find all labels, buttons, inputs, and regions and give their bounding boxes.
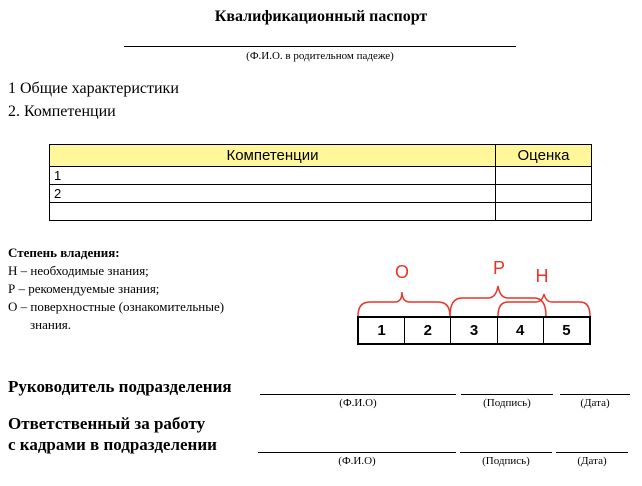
- head-date-caption: (Дата): [580, 397, 610, 409]
- table-cell-competency[interactable]: [50, 203, 496, 221]
- competencies-table: [49, 144, 592, 221]
- fio-caption: (Ф.И.О. в родительном падеже): [246, 50, 394, 62]
- hr-label-line2: с кадрами в подразделении: [8, 435, 217, 454]
- scale-cell-1: 1: [359, 318, 405, 343]
- legend-item-o-cont: знания.: [30, 317, 72, 332]
- legend-heading: Степень владения:: [8, 245, 120, 260]
- hr-signature-line[interactable]: [460, 452, 552, 453]
- fio-underline: [124, 46, 516, 47]
- hr-label-line1: Ответственный за работу: [8, 414, 206, 433]
- legend-item-n: Н – необходимые знания;: [8, 263, 149, 278]
- head-of-department-label: Руководитель подразделения: [8, 377, 232, 396]
- head-date-line[interactable]: [560, 394, 630, 395]
- table-cell-score[interactable]: [496, 167, 592, 185]
- hr-fio-caption: (Ф.И.О): [338, 455, 376, 467]
- letter-p: Р: [492, 258, 506, 278]
- table-cell-score[interactable]: [496, 203, 592, 221]
- legend-item-o: О – поверхностные (ознакомительные): [8, 299, 225, 314]
- table-row: [50, 185, 592, 203]
- scale-cell-2: 2: [405, 318, 451, 343]
- hr-date-line[interactable]: [556, 452, 628, 453]
- proficiency-legend: [8, 244, 224, 334]
- section-competencies: 2. Компетенции: [8, 103, 116, 120]
- scale-cell-4: 4: [498, 318, 544, 343]
- scale-cell-5: 5: [562, 322, 571, 339]
- proficiency-scale: [357, 316, 591, 345]
- table-row: [50, 167, 592, 185]
- header-competencies: Компетенции: [50, 145, 496, 167]
- head-fio-caption: (Ф.И.О): [339, 397, 377, 409]
- section-general: 1 Общие характеристики: [8, 80, 179, 97]
- brace-o: [358, 292, 450, 316]
- table-cell-score[interactable]: [496, 185, 592, 203]
- table-header-row: [50, 145, 592, 167]
- hr-signature-caption: (Подпись): [482, 455, 530, 467]
- head-signature-caption: (Подпись): [483, 397, 531, 409]
- head-signature-line[interactable]: [461, 394, 553, 395]
- hr-responsible-label: [8, 413, 217, 455]
- hr-fio-line[interactable]: [258, 452, 456, 453]
- table-cell-competency[interactable]: 2: [50, 185, 496, 203]
- page-title: Квалификационный паспорт: [214, 8, 428, 25]
- scale-cell-3: 3: [451, 318, 497, 343]
- letter-o: О: [394, 262, 410, 282]
- head-fio-line[interactable]: [260, 394, 456, 395]
- header-score: Оценка: [496, 145, 592, 167]
- letter-h: Н: [535, 266, 549, 286]
- hr-date-caption: (Дата): [577, 455, 607, 467]
- table-row: [50, 203, 592, 221]
- scale-brackets-diagram: [350, 258, 610, 320]
- legend-item-r: Р – рекомендуемые знания;: [8, 281, 160, 296]
- table-cell-competency[interactable]: 1: [50, 167, 496, 185]
